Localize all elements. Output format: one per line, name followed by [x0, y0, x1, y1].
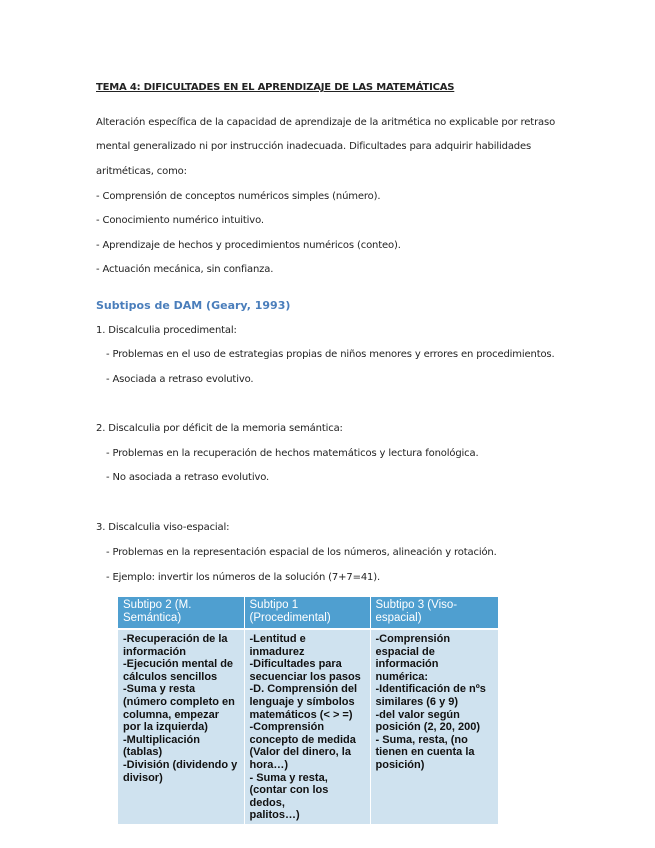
header-subtipo-2 [118, 597, 244, 629]
cell-line: -D. Comprensión del [249, 683, 358, 696]
table-row [118, 629, 498, 824]
cell-line: cálculos sencillos [123, 670, 218, 683]
cell-line: espacial de [375, 645, 435, 658]
intro-line: aritméticas, como: [96, 166, 187, 177]
header-subtipo-3 [370, 597, 498, 629]
cell-line: (tablas) [123, 746, 163, 759]
intro-line: mental generalizado ni por instrucción inadecuada. Dificultades para adquirir habilidades [96, 141, 532, 152]
subtype-title: 2. Discalculia por déficit de la memoria semántica: [96, 423, 343, 434]
cell-line: (Valor del dinero, la [249, 746, 351, 759]
section-heading: Subtipos de DAM (Geary, 1993) [96, 299, 291, 312]
subtype-item: - Ejemplo: invertir los números de la solución (7+7=41). [106, 572, 381, 583]
cell-line: posición) [375, 758, 425, 771]
subtype-item: - Problemas en la representación espacial de los números, alineación y rotación. [106, 547, 497, 558]
cell-line: -Comprensión [375, 633, 451, 645]
cell-line: -Suma y resta [123, 683, 196, 696]
header-line: Subtipo 1 [249, 599, 299, 611]
subtype-item: - No asociada a retraso evolutivo. [106, 472, 270, 483]
cell-line: matemáticos (< > =) [249, 708, 353, 721]
header-line: Semántica) [123, 612, 182, 624]
cell-line: similares (6 y 9) [375, 695, 459, 708]
cell-line: -Comprensión [249, 721, 325, 734]
cell-line: -Lentitud e [249, 633, 306, 645]
intro-list-item: - Aprendizaje de hechos y procedimientos numéricos (conteo). [96, 240, 401, 251]
cell-line: -Identificación de nºs [375, 683, 486, 696]
cell-line: lenguaje y símbolos [249, 695, 355, 708]
document-title: TEMA 4: DIFICULTADES EN EL APRENDIZAJE DE LAS MATEMÁTICAS [96, 82, 455, 93]
header-line: Subtipo 3 (Viso- [375, 599, 458, 611]
cell-line: -del valor según [375, 708, 460, 721]
cell-line: -Recuperación de la [123, 633, 228, 645]
cell-line: palitos…) [249, 809, 300, 822]
header-line: Subtipo 2 (M. [123, 599, 192, 611]
cell-line: tienen en cuenta la [375, 746, 475, 759]
subtype-item: - Problemas en el uso de estrategias propias de niños menores y errores en procedimientos. [106, 349, 555, 360]
cell-line: -División (dividendo y [123, 758, 238, 771]
intro-list-item: - Conocimiento numérico intuitivo. [96, 215, 264, 226]
intro-list-item: - Comprensión de conceptos numéricos simples (número). [96, 191, 381, 202]
cell-line: columna, empezar [123, 708, 219, 721]
cell-subtipo-1 [244, 629, 370, 824]
header-subtipo-1 [244, 597, 370, 629]
cell-line: - Suma y resta, [249, 771, 328, 784]
cell-line: -Ejecución mental de [123, 658, 234, 671]
cell-subtipo-3 [370, 629, 498, 824]
cell-line: por la izquierda) [123, 721, 208, 734]
cell-line: numérica: [375, 670, 429, 683]
subtype-item: - Asociada a retraso evolutivo. [106, 374, 254, 385]
cell-line: secuenciar los pasos [249, 670, 361, 683]
header-line: espacial) [375, 612, 422, 624]
cell-line: divisor) [123, 771, 163, 784]
intro-list-item: - Actuación mecánica, sin confianza. [96, 264, 274, 275]
cell-line: inmadurez [249, 645, 305, 658]
cell-line: posición (2, 20, 200) [375, 721, 481, 734]
subtypes-table [118, 597, 498, 824]
cell-line: (número completo en [123, 695, 235, 708]
cell-line: hora…) [249, 758, 288, 771]
cell-line: -Dificultades para [249, 658, 342, 671]
table-header-row [118, 597, 498, 629]
cell-subtipo-2 [118, 629, 244, 824]
cell-line: -Multiplicación [123, 733, 200, 746]
subtype-title: 3. Discalculia viso-espacial: [96, 522, 230, 533]
intro-line: Alteración específica de la capacidad de aprendizaje de la aritmética no explicable por retraso [96, 117, 556, 128]
cell-line: información [375, 658, 439, 671]
subtype-title: 1. Discalculia procedimental: [96, 325, 237, 336]
cell-line: - Suma, resta, (no [375, 733, 468, 746]
cell-line: (contar con los dedos, [249, 784, 329, 809]
header-line: (Procedimental) [249, 612, 331, 624]
cell-line: información [123, 645, 186, 658]
subtype-item: - Problemas en la recuperación de hechos matemáticos y lectura fonológica. [106, 448, 479, 459]
cell-line: concepto de medida [249, 733, 356, 746]
